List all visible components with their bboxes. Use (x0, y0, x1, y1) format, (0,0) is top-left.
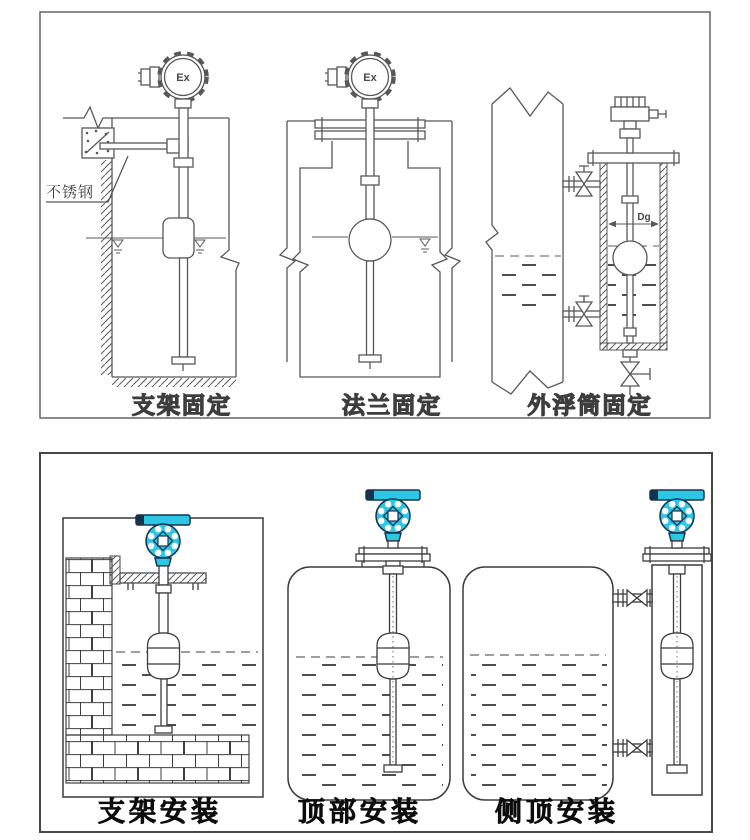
drain-valve (621, 362, 639, 374)
flange-plate (356, 554, 430, 561)
end-stop (359, 355, 381, 362)
caption-external-chamber-fixing: 外浮筒固定 (527, 392, 653, 418)
caption-bracket-installation: 支架安装 (98, 797, 222, 827)
conduit-connector (649, 110, 658, 118)
transmitter-head (650, 490, 704, 541)
chamber-wall (660, 163, 667, 350)
float-ball (613, 241, 647, 275)
caption-flange-fixing: 法兰固定 (342, 392, 442, 418)
dg-dimension-label: Dg (637, 212, 651, 223)
tank-liquid-region (296, 657, 443, 794)
level-symbol (113, 240, 123, 253)
liquid (471, 661, 607, 793)
liquid (116, 658, 258, 732)
float-ball (349, 219, 391, 261)
transmitter-head (366, 490, 420, 541)
figure-bracket-installation (63, 515, 263, 797)
tank-liquid-region (470, 655, 607, 793)
ex-head-icon (138, 53, 207, 108)
chamber-wall (600, 163, 607, 350)
flange-plate (359, 548, 427, 554)
brick-floor (66, 735, 249, 783)
caption-bracket-fixing: 支架固定 (132, 392, 232, 418)
sensor-tube (159, 593, 168, 633)
ex-marking: Ex (176, 72, 190, 84)
pit-right-wall (221, 118, 239, 377)
sensor-tube (674, 574, 681, 633)
stainless-steel-annotation: 不锈钢 (46, 184, 95, 201)
figure-bracket-fixing (46, 53, 239, 387)
liquid (297, 663, 443, 794)
end-stop (667, 765, 687, 773)
mount-plate (110, 556, 120, 584)
tank-liquid (496, 262, 560, 306)
figure-side-top-installation (463, 490, 711, 800)
caption-top-installation: 顶部安装 (298, 797, 422, 827)
caption-side-top-installation: 侧顶安装 (495, 797, 619, 827)
ground-hatching (112, 378, 236, 387)
level-symbol (420, 239, 430, 252)
level-symbol (195, 240, 205, 253)
figure-flange-fixing (280, 53, 460, 377)
bottom-panel-installation-methods (40, 453, 712, 832)
flange-plate (643, 554, 711, 561)
ex-head-icon (325, 53, 394, 108)
end-stop (172, 357, 195, 364)
figure-top-installation (288, 490, 450, 800)
upper-valve (627, 590, 637, 606)
sensor-stem (366, 108, 374, 219)
bracket-arm (100, 143, 167, 149)
sensor-tube (390, 574, 397, 633)
ex-marking: Ex (363, 72, 377, 84)
float (163, 218, 194, 258)
junction-box (611, 107, 649, 121)
junction-box-cap (615, 97, 645, 107)
float (148, 633, 180, 679)
chamber-flange (588, 153, 679, 163)
wall-hatching (101, 160, 112, 375)
end-stop (155, 726, 172, 733)
process-tank (486, 88, 563, 382)
brick-wall (66, 558, 112, 735)
flange-plate (645, 548, 709, 554)
end-stop (384, 765, 402, 772)
figure-external-chamber-fixing (486, 88, 679, 395)
top-panel-fixing-methods (40, 12, 710, 418)
lower-valve (627, 740, 637, 756)
